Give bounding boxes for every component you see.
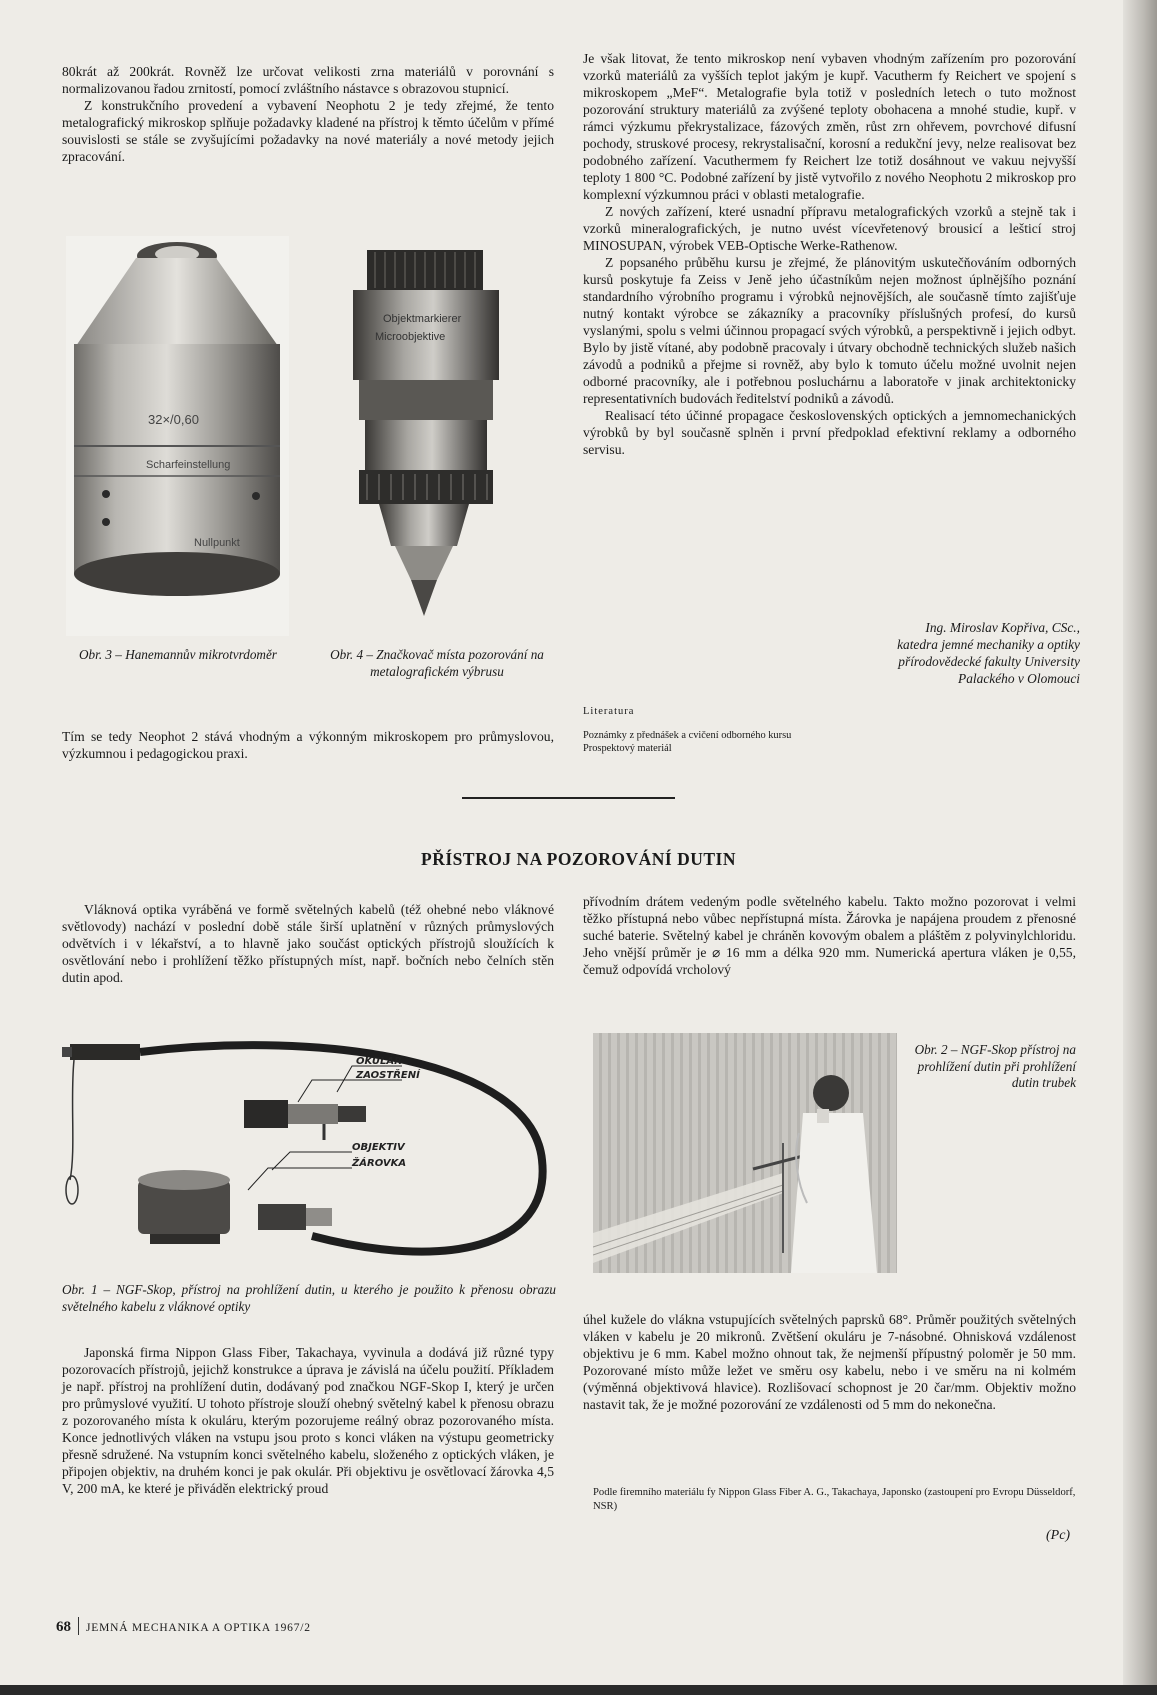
svg-text:Nullpunkt: Nullpunkt [194,537,240,549]
page-footer [56,1617,311,1636]
scan-edge [0,1685,1157,1695]
article-headline: PŘÍSTROJ NA POZOROVÁNÍ DUTIN [421,849,736,869]
caption-figure2: Obr. 2 – NGF-Skop přístroj na prohlížení dutin při prohlížení dutin trubek [914,1042,1076,1090]
paragraph: Z nových zařízení, které usnadní přípravu metalografických vzorků a stejně tak i vzorků mineralografických, je nutno uvést vícevřetenový brousicí a lešticí stroj MINOSUPAN, výrobek VEB-Optische Werke-Rathenow. [583,204,1076,253]
literature-heading: Literatura [583,706,635,717]
paragraph: Je však litovat, že tento mikroskop není vybaven vhodným zařízením pro pozorování vzorků materiálů za vyšších teplot jakým je kupř. Vacutherm fy Reichert ve spojení s mikroskopem „MeF“. Metalografie byla totiž v posledních letech o tuto možnost pozorování struktury materiálů za zvýšené teploty obohacena a mnohé studie, kupř. v rámci výzkumu překrystalizace, fázových změn, růst zrn ohřevem, povrchové difusní pochody, struskové procesy, rekrystalisační, korosní a redukční jevy, nelze realisovat bez podobného zařízení. Vacuthermem fy Reichert lze totiž dosáhnout ve vakuu nejvyšší teploty 1 800 °C. Podobné zařízení by jistě vytvořilo z nového Neophotu 2 mikroskop pro komplexní výzkumnou práci v oblasti metalografie. [583,51,1076,202]
caption-obr3: Obr. 3 – Hanemannův mikrotvrdoměr [79,647,277,662]
article1-column2 [583,50,1076,458]
label-okular: OKULÁR [356,1056,402,1067]
svg-text:32×/0,60: 32×/0,60 [148,412,199,427]
page-number: 68 [56,1619,71,1635]
article2-intro-column2: přívodním drátem vedeným podle světelného kabelu. Takto možno pozorovat i velmi těžko přístupná nebo vůbec nepřístupná místa. Žárovka je napájena proudem z přenosné suché baterie. Světelný kabel je chráněn kovovým obalem a pláštěm z polyvinylchloridu. Jeho vnější průměr je ⌀ 16 mm a délka 920 mm. Numerická apertura vláken je 0,55, čemuž odpovídá vrcholový [583,894,1076,977]
person-inspecting-tubes-illustration [593,1033,897,1273]
source-note: Podle firemního materiálu fy Nippon Glass Fiber A. G., Takachaya, Japonsko (zastoupení pro Evropu Düsseldorf, NSR) [593,1487,1076,1512]
paragraph: 80krát až 200krát. Rovněž lze určovat velikosti zrna materiálů v porovnání s normalizovanou řadou zrnitostí, pomocí zvláštního nástavce s obrazovou stupnicí. [62,64,554,96]
article1-column1-top [62,63,554,165]
label-zarovka: ŽÁROVKA [352,1158,407,1169]
author-signature: Ing. Miroslav Kopřiva, CSc., katedra jemné mechaniky a optiky přírodovědecké fakulty University Palackého v Olomouci [897,620,1080,686]
svg-text:Objektmarkierer: Objektmarkierer [383,313,462,325]
svg-text:Scharfeinstellung: Scharfeinstellung [146,459,231,471]
object-marker-illustration [345,250,503,625]
label-zaostreni: ZAOSTŘENÍ [356,1070,420,1081]
article1-conclusion: Tím se tedy Neophot 2 stává vhodným a výkonným mikroskopem pro průmyslovou, výzkumnou i pedagogickou praxi. [62,729,554,761]
article-divider [462,797,675,799]
literature-item: Prospektový materiál [583,743,672,754]
footer-separator [78,1617,79,1635]
svg-text:Microobjektive: Microobjektive [375,331,446,343]
journal-name: JEMNÁ MECHANIKA A OPTIKA 1967/2 [86,1622,311,1634]
literature-list [583,729,791,755]
microhardness-tester-illustration [66,236,289,636]
figure-ngf-skop-drawing [62,1040,556,1277]
literature-item: Poznámky z přednášek a cvičení odborného kursu [583,730,792,741]
paragraph: Z popsaného průběhu kursu je zřejmé, že plánovitým uskutečňováním odborných kursů poskytuje fa Zeiss v Jeně jeho účastníkům nejen možnost úplnějšího poznání standardního výrobního programu i výrobků nejnovějších, ale současně tímto zajišťuje nutný kontakt výrobce se zákazníky a pracovníky příslušných profesí, do kursů vyslanými, spolu s velmi účinnou propagací svých výrobků, a perspektivně i jejich odbyt. Bylo by jistě vítané, aby podobně pracovaly i útvary obchodně technických služeb našich závodů a podniků a přejme si rovněž, aby bylo k tomuto účelu možné uvolnit nejen odborné pracovníky, ale i potřebnou posluchárnu a laboratoře v jinak architektonicky representativních budovách ředitelství podniků a závodů. [583,255,1076,406]
article2-body-column1: Japonská firma Nippon Glass Fiber, Takachaya, vyvinula a dodává již různé typy pozorovacích přístrojů, jejichž konstrukce a úprava je závislá na účelu použití. Příkladem je např. přístroj na prohlížení dutin, dodávaný pod značkou NGF-Skop I, který je určen pro průmyslové využití. U tohoto přístroje slouží ohebný světelný kabel k přenosu obrazu z pozorovaného místa k okuláru, kterým pozorujeme reálný obraz pozorovaného místa. Konce jednotlivých vláken na vstupu jsou proto s konci vláken na výstupu geometricky přesně sdružené. Na vstupním konci světelného kabelu, složeného z optických vláken, je připojen objektiv, na druhém konci je pak okulár. Při objektivu je osvětlovací žárovka 4,5 V, 200 mA, ke které je přiváděn elektrický proud [62,1345,554,1496]
author-mark: (Pc) [1046,1528,1071,1543]
caption-obr4: Obr. 4 – Značkovač místa pozorování na metalografickém výbrusu [330,647,544,679]
article2-body-column2: úhel kužele do vlákna vstupujících světelných paprsků 68°. Průměr použitých světelných vláken v kabelu je 20 mikronů. Zvětšení okuláru je 7-násobné. Ohnisková vzdálenost objektivu je 6 mm. Kabel možno ohnout tak, že nejmenší přípustný poloměr je 50 mm. Pozorované místo může ležet ve směru osy kabelu, nebo i ve směru na ni kolmém (výměnná objektivová hlavice). Rozlišovací schopnost je 20 čar/mm. Objektiv možno nastavit tak, že je možné pozorování ze vzdálenosti od 5 mm do nekonečna. [583,1312,1076,1412]
caption-figure1: Obr. 1 – NGF-Skop, přístroj na prohlížení dutin, u kterého je použito k přenosu obrazu světelného kabelu z vláknové optiky [62,1282,556,1314]
ngf-skop-illustration [62,1040,556,1277]
paragraph: Z konstrukčního provedení a vybavení Neophotu 2 je tedy zřejmé, že tento metalografický mikroskop splňuje požadavky kladené na přístroj k těmto účelům v přímé souvislosti se stále se zvyšujícími požadavky na nové materiály a nové metody jejich zpracování. [62,98,554,164]
photo-ngf-skop-in-use [593,1033,897,1273]
photo-object-marker [345,250,503,625]
photo-microhardness-tester [66,236,289,636]
article2-intro-column1: Vláknová optika vyráběná ve formě světelných kabelů (též ohebné nebo vláknové světlovody) nachází v poslední době stále širší uplatnění v různých průmyslových odvětvích i v lékařství, a to hlavně jako součást optických přístrojů sloužících k osvětlování nebo i prohlížení těžko přístupných míst, např. bočních nebo čelních stěn dutin apod. [62,902,554,985]
page-binding-shadow [1123,0,1157,1695]
label-objektiv: OBJEKTIV [352,1142,405,1153]
paragraph: Realisací této účinné propagace československých optických a jemnomechanických výrobků by byl současně splněn i první předpoklad efektivní reklamy a odborného servisu. [583,408,1076,457]
